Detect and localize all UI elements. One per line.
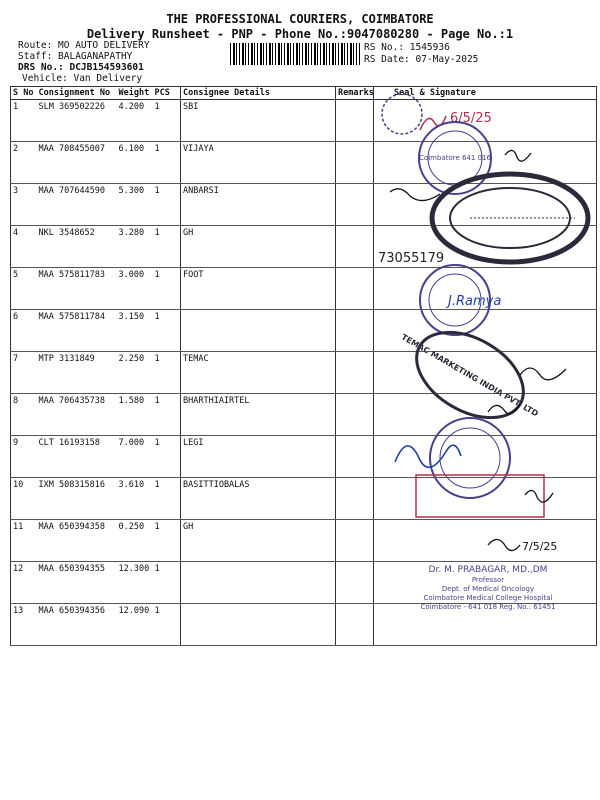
runsheet-subtitle: Delivery Runsheet - PNP - Phone No.:9047080280 - Page No.:1 xyxy=(86,27,514,41)
cell-pcs: 1 xyxy=(153,226,181,268)
row9-signature xyxy=(395,445,461,467)
cell-sno: 1 xyxy=(11,100,37,142)
cell-consignee: SBI xyxy=(181,100,336,142)
drs-number: DRS No.: DCJB154593601 xyxy=(18,62,144,73)
cell-sno: 2 xyxy=(11,142,37,184)
cell-weight: 6.100 xyxy=(117,142,153,184)
cell-weight: 12.090 xyxy=(117,604,153,646)
col-pcs: PCS xyxy=(153,87,181,100)
cell-weight: 12.300 xyxy=(117,562,153,604)
row10-signature xyxy=(525,490,553,502)
cell-pcs: 1 xyxy=(153,100,181,142)
cell-pcs: 1 xyxy=(153,310,181,352)
vehicle-label: Vehicle: Van Delivery xyxy=(22,73,143,84)
doctor-stamp xyxy=(420,565,555,611)
cell-weight: 0.250 xyxy=(117,520,153,562)
cell-pcs: 1 xyxy=(153,394,181,436)
cell-consignee: BHARTHIAIRTEL xyxy=(181,394,336,436)
cell-consignment: SLM 369502226 xyxy=(37,100,117,142)
cell-weight: 4.200 xyxy=(117,100,153,142)
cell-weight: 7.000 xyxy=(117,436,153,478)
cell-pcs: 1 xyxy=(153,478,181,520)
row11-date: 7/5/25 xyxy=(522,540,558,553)
cell-sno: 11 xyxy=(11,520,37,562)
row1-date: 6/5/25 xyxy=(450,111,492,126)
cell-consignment: MTP 3131849 xyxy=(37,352,117,394)
svg-text:Professor: Professor xyxy=(471,576,505,584)
cell-weight: 1.580 xyxy=(117,394,153,436)
cell-pcs: 1 xyxy=(153,604,181,646)
cell-pcs: 1 xyxy=(153,562,181,604)
cell-sno: 6 xyxy=(11,310,37,352)
cell-consignee: VIJAYA xyxy=(181,142,336,184)
col-seal: Seal & Signature xyxy=(374,87,597,100)
cell-consignee: GH xyxy=(181,520,336,562)
cell-sno: 12 xyxy=(11,562,37,604)
cell-consignee: LEGI xyxy=(181,436,336,478)
cell-consignment: CLT 16193158 xyxy=(37,436,117,478)
svg-text:Coimbatore Medical College Hos: Coimbatore Medical College Hospital xyxy=(423,594,553,602)
cell-weight: 2.250 xyxy=(117,352,153,394)
cell-sno: 10 xyxy=(11,478,37,520)
row11-signature xyxy=(488,539,520,550)
cell-pcs: 1 xyxy=(153,352,181,394)
cell-consignment: MAA 706435738 xyxy=(37,394,117,436)
rs-number: RS No.: 1545936 xyxy=(364,42,450,53)
col-consignee: Consignee Details xyxy=(181,87,336,100)
rs-date: RS Date: 07-May-2025 xyxy=(364,54,479,65)
cell-weight: 5.300 xyxy=(117,184,153,226)
cell-pcs: 1 xyxy=(153,436,181,478)
cell-sno: 3 xyxy=(11,184,37,226)
company-title: THE PROFESSIONAL COURIERS, COIMBATORE xyxy=(166,12,434,26)
cell-weight: 3.280 xyxy=(117,226,153,268)
staff-label: Staff: BALAGANAPATHY xyxy=(18,51,133,62)
svg-text:Dept. of Medical Oncology: Dept. of Medical Oncology xyxy=(441,585,535,593)
row1-signature xyxy=(420,116,446,130)
col-consignment: Consignment No xyxy=(37,87,117,100)
col-weight: Weight xyxy=(117,87,153,100)
row5-signature-name: J.Ramya xyxy=(448,294,502,309)
cell-consignment: MAA 575811784 xyxy=(37,310,117,352)
cell-weight: 3.610 xyxy=(117,478,153,520)
svg-text:Dr. M. PRABAGAR, MD.,DM: Dr. M. PRABAGAR, MD.,DM xyxy=(428,565,548,575)
row3-signature xyxy=(390,189,440,201)
col-sno: S No xyxy=(11,87,37,100)
cell-weight: 3.150 xyxy=(117,310,153,352)
cell-consignee: TEMAC xyxy=(181,352,336,394)
row1-seal-stamp xyxy=(382,94,422,134)
cell-pcs: 1 xyxy=(153,142,181,184)
cell-pcs: 1 xyxy=(153,184,181,226)
temac-stamp-text: TEMAC MARKETING INDIA PVT. LTD xyxy=(399,332,540,419)
col-remarks: Remarks xyxy=(336,87,374,100)
cell-pcs: 1 xyxy=(153,268,181,310)
cell-consignee: FOOT xyxy=(181,268,336,310)
cell-consignment: MAA 650394358 xyxy=(37,520,117,562)
svg-text:Coimbatore - 641 018 Reg. No.:: Coimbatore - 641 018 Reg. No.: 61451 xyxy=(420,603,556,611)
cell-sno: 8 xyxy=(11,394,37,436)
cell-consignee: GH xyxy=(181,226,336,268)
cell-consignment: IXM 508315816 xyxy=(37,478,117,520)
cell-weight: 3.000 xyxy=(117,268,153,310)
cell-sno: 4 xyxy=(11,226,37,268)
cell-sno: 13 xyxy=(11,604,37,646)
row7-signature xyxy=(520,368,566,380)
cell-consignee: ANBARSI xyxy=(181,184,336,226)
cell-consignment: MAA 575811783 xyxy=(37,268,117,310)
cell-consignment: MAA 650394356 xyxy=(37,604,117,646)
cell-sno: 9 xyxy=(11,436,37,478)
cell-pcs: 1 xyxy=(153,520,181,562)
row2-stamp-text: Coimbatore 641 016 xyxy=(419,154,491,162)
cell-consignment: MAA 650394355 xyxy=(37,562,117,604)
cell-consignment: MAA 708455007 xyxy=(37,142,117,184)
cell-sno: 5 xyxy=(11,268,37,310)
route-label: Route: MO AUTO DELIVERY xyxy=(18,40,150,51)
cell-sno: 7 xyxy=(11,352,37,394)
cell-consignee: BASITTIOBALAS xyxy=(181,478,336,520)
cell-consignment: MAA 707644590 xyxy=(37,184,117,226)
row4-phone-number: 73055179 xyxy=(378,251,445,266)
row2-signature xyxy=(505,150,531,161)
cell-consignment: NKL 3548652 xyxy=(37,226,117,268)
temac-stamp xyxy=(384,305,556,446)
